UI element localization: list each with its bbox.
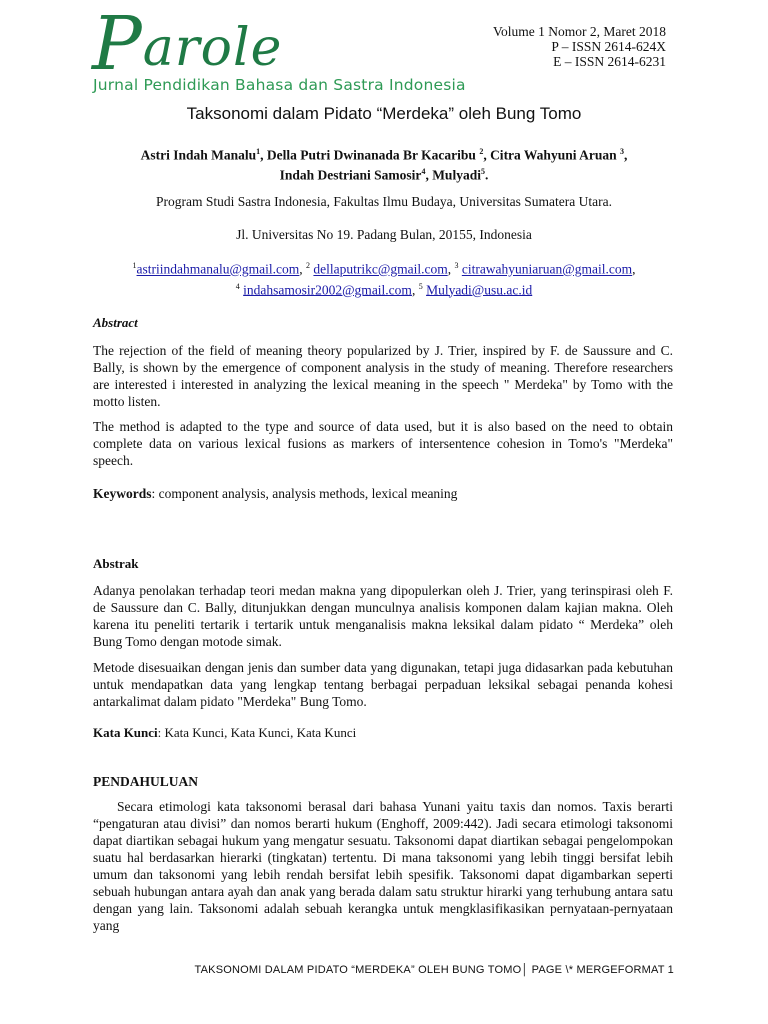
volume-line: Volume 1 Nomor 2, Maret 2018	[493, 24, 666, 39]
author-name: Indah Destriani Samosir	[279, 167, 422, 182]
email-link[interactable]: Mulyadi@usu.ac.id	[426, 282, 533, 297]
abstract-paragraph: The rejection of the field of meaning theory popularized by J. Trier, inspired by F. de Saussure and C. Bally, is shown by the emergence of component analysis in the study of meaning. Therefore researchers are interested i interested in analyzing the lexical meaning in the speech " Merdeka" by Tomo with the motto listen.	[93, 343, 673, 409]
email-sup: 3	[454, 261, 459, 270]
email-sep: ,	[447, 261, 455, 277]
keywords	[93, 486, 673, 502]
author-sep: ,	[623, 147, 628, 163]
p-issn-line: P – ISSN 2614-624X	[551, 39, 666, 54]
email-sup: 1	[132, 261, 137, 270]
abstract-paragraph: The method is adapted to the type and source of data used, but it is also based on the need to obtain complete data on various lexical fusions as markers of intersentence cohesion in Tomo's "Merdeka" speech.	[93, 419, 673, 468]
journal-subtitle: Jurnal Pendidikan Bahasa dan Sastra Indonesia	[93, 76, 466, 94]
author-sup: 1	[256, 147, 261, 156]
journal-logo-rest: arole	[142, 18, 283, 78]
author-name: Astri Indah Manalu	[140, 147, 257, 163]
email-link[interactable]: citrawahyuniaruan@gmail.com	[461, 261, 633, 277]
address: Jl. Universitas No 19. Padang Bulan, 20155, Indonesia	[236, 227, 532, 242]
journal-logo-initial: P	[92, 1, 143, 87]
kata-kunci-label: Kata Kunci	[93, 725, 158, 740]
abstrak-heading: Abstrak	[93, 556, 139, 571]
author-sup: 2	[479, 147, 484, 156]
author-sup: 3	[619, 147, 624, 156]
email-sup: 2	[306, 261, 311, 270]
author-sup: 5	[480, 166, 485, 176]
author-sep: ,	[260, 147, 267, 163]
email-link[interactable]: indahsamosir2002@gmail.com	[243, 282, 412, 297]
author-sup: 4	[421, 166, 426, 176]
author-sep: ,	[483, 147, 491, 163]
body-paragraph: Secara etimologi kata taksonomi berasal dari bahasa Yunani yaitu taxis dan nomos. Taxis berarti “pengaturan atau divisi” dan nomos berarti hukum (Enghoff, 2009:442). Jadi secara etimologi taksonomi dapat diartikan sebagai hukum yang mengatur sesuatu. Taksonomi dapat diartikan sebagai pengelompokan suatu hal berdasarkan hierarki (tingkatan) tertentu. Di mana taksonomi yang lebih tinggi bersifat lebih umum dan taksonomi yang lebih rendah bersifat lebih spesifik. Taksonomi dapat digambarkan seperti sebuah hubungan antara ayah dan anak yang berada dalam satu struktur hirarki yang terhubung antara satu dengan yang lain. Taksonomi adalah sebuah kerangka untuk mengklasifikasikan pernyataan-pernyataan yang	[93, 799, 673, 933]
section-heading: PENDAHULUAN	[93, 774, 199, 789]
kata-kunci-text: : Kata Kunci, Kata Kunci, Kata Kunci	[157, 725, 357, 740]
keywords-label: Keywords	[93, 486, 152, 501]
kata-kunci	[93, 725, 673, 741]
journal-info	[493, 24, 666, 69]
page-footer: TAKSONOMI DALAM PIDATO “MERDEKA” OLEH BUNG TOMO│ PAGE \* MERGEFORMAT 1	[194, 964, 674, 976]
e-issn-line: E – ISSN 2614-6231	[553, 54, 666, 69]
author-name: Mulyadi	[432, 167, 481, 182]
abstrak-paragraph: Adanya penolakan terhadap teori medan makna yang dipopulerkan oleh J. Trier, yang terinspirasi oleh F. de Saussure dan C. Bally, ditunjukkan dengan munculnya analisis komponen dalam kajian makna. Oleh karena itu peneliti tertarik i tertarik untuk menganalisis makna leksikal dalam pidato “ Merdeka” oleh Bung Tomo dengan motode simak.	[93, 583, 673, 649]
email-link[interactable]: dellaputrikc@gmail.com	[313, 261, 448, 277]
keywords-text: : component analysis, analysis methods, lexical meaning	[151, 486, 458, 501]
email-sep: ,	[632, 261, 636, 277]
email-sup: 5	[418, 281, 423, 291]
article-title: Taksonomi dalam Pidato “Merdeka” oleh Bung Tomo	[186, 104, 582, 123]
email-sup: 4	[235, 281, 240, 291]
email-sep: ,	[411, 282, 419, 297]
author-name: Della Putri Dwinanada Br Kacaribu	[266, 147, 480, 163]
author-name: Citra Wahyuni Aruan	[490, 147, 620, 163]
email-sep: ,	[299, 261, 307, 277]
author-list	[90, 144, 678, 183]
abstract-heading: Abstract	[93, 315, 138, 330]
email-link[interactable]: astriindahmanalu@gmail.com	[136, 261, 300, 277]
email-list	[90, 257, 678, 298]
author-sep: .	[484, 167, 489, 182]
author-sep: ,	[425, 167, 433, 182]
affiliation: Program Studi Sastra Indonesia, Fakultas Ilmu Budaya, Universitas Sumatera Utara.	[156, 194, 612, 209]
journal-logo	[92, 1, 283, 87]
abstrak-paragraph: Metode disesuaikan dengan jenis dan sumber data yang digunakan, tetapi juga didasarkan pada kebutuhan untuk mendapatkan data yang lengkap tentang berbagai perpaduan leksikal sebagai penanda kohesi antarkalimat dalam pidato "Merdeka" Bung Tomo.	[93, 660, 673, 709]
